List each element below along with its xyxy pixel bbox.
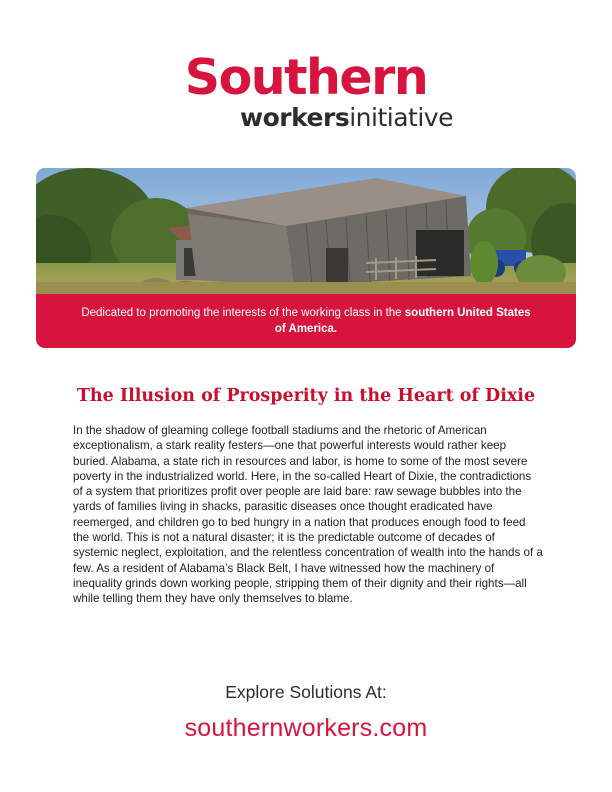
logo-subtitle-bold: workers — [240, 103, 350, 132]
tagline-text: Dedicated to promoting the interests of the working class in the — [81, 307, 405, 319]
logo — [0, 49, 612, 132]
hero-banner — [36, 168, 576, 348]
logo-subtitle-light: initiative — [349, 103, 453, 132]
logo-subtitle — [240, 104, 453, 132]
article-title: The Illusion of Prosperity in the Heart of Dixie — [76, 386, 536, 406]
explore-heading: Explore Solutions At: — [225, 682, 387, 702]
tagline-bold: southern United States of America. — [274, 307, 531, 335]
website-link[interactable]: southernworkers.com — [184, 714, 428, 742]
article-body: In the shadow of gleaming college football stadiums and the rhetoric of American exceptionalism, a stark reality festers—one that powerful interests would rather keep buried. Alabama, a state rich in resources and labor, is home to some of the most severe poverty in the industrialized world. Here, in the so-called Heart of Dixie, the contradictions of a system that prioritizes profit over people are laid bare: raw sewage bubbles into the yards of families living in shacks, parasitic diseases once thought eradicated have reemerged, and children go to bed hungry in a nation that produces enough food to feed the world. This is not a natural disaster; it is the predictable outcome of decades of systemic neglect, exploitation, and the relentless concentration of wealth into the hands of a few. As a resident of Alabama’s Black Belt, I have witnessed how the machinery of inequality grinds down working people, stripping them of their dignity and their rights—all while telling them they have only themselves to blame. — [73, 424, 543, 606]
tagline — [36, 294, 576, 348]
barn-photo — [36, 168, 576, 294]
logo-wordmark: Southern — [184, 49, 428, 106]
